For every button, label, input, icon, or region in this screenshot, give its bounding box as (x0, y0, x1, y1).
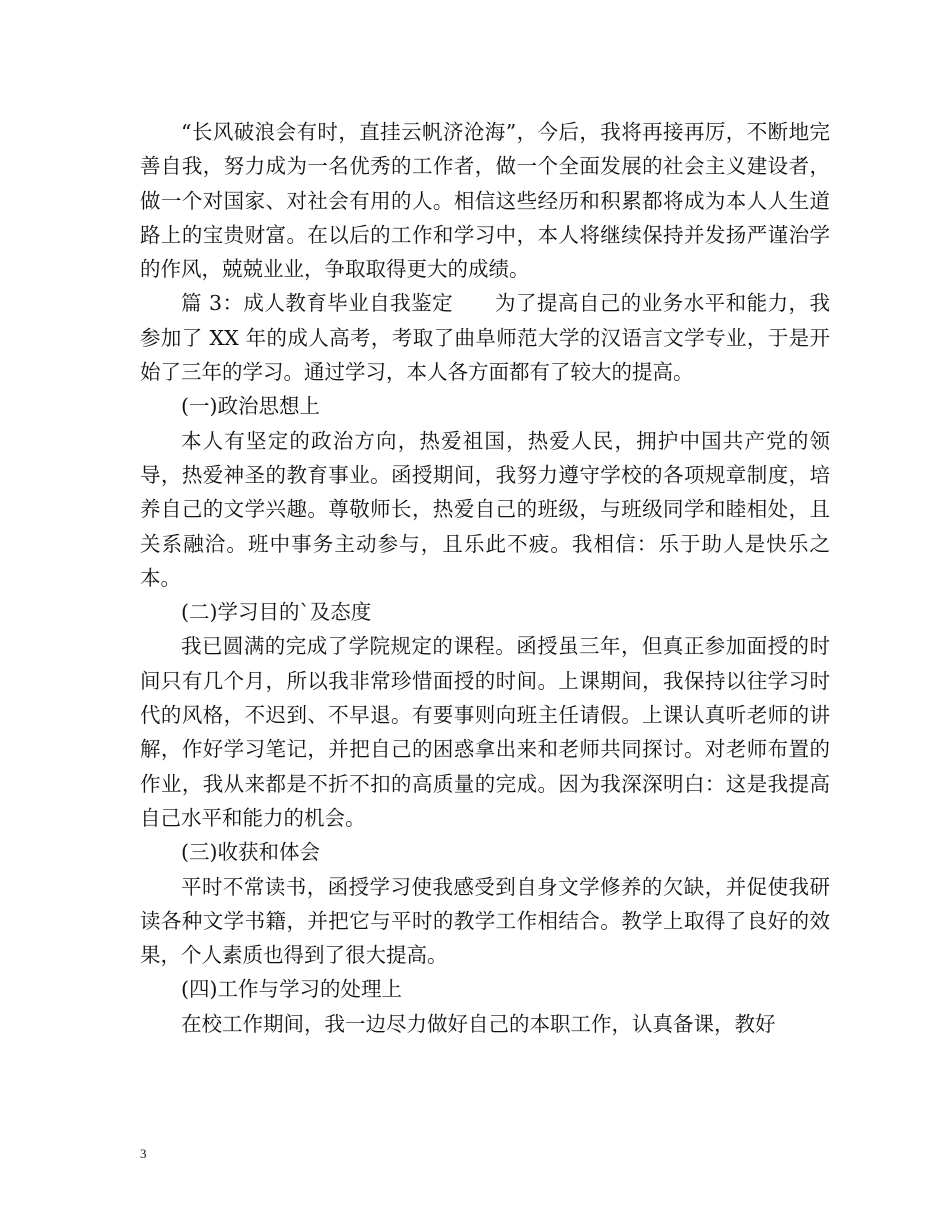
paragraph-study-attitude: 我已圆满的完成了学院规定的课程。函授虽三年，但真正参加面授的时间只有几个月，所以我非常珍惜面授的时间。上课期间，我保持以往学习时代的风格，不迟到、不早退。有要事则向班主任请假。上课认真听老师的讲解，作好学习笔记，并把自己的困惑拿出来和老师共同探讨。对老师布置的作业，我从来都是不折不扣的高质量的完成。因为我深深明白：这是我提高自己水平和能力的机会。 (140, 634, 830, 830)
document-body (140, 115, 830, 1041)
paragraph-gains: 平时不常读书，函授学习使我感受到自身文学修养的欠缺，并促使我研读各种文学书籍，并把它与平时的教学工作相结合。教学上取得了良好的效果，个人素质也得到了很大提高。 (140, 874, 830, 968)
paragraph-political: 本人有坚定的政治方向，热爱祖国，热爱人民，拥护中国共产党的领导，热爱神圣的教育事业。函授期间，我努力遵守学校的各项规章制度，培养自己的文学兴趣。尊敬师长，热爱自己的班级，与班级同学和睦相处，且关系融洽。班中事务主动参与，且乐此不疲。我相信：乐于助人是快乐之本。 (140, 428, 830, 590)
section-heading-gains: (三)收获和体会 (181, 840, 320, 865)
paragraph-closing: “长风破浪会有时，直挂云帆济沧海”，今后，我将再接再厉，不断地完善自我，努力成为一名优秀的工作者，做一个全面发展的社会主义建设者，做一个对国家、对社会有用的人。相信这些经历和积累都将成为本人人生道路上的宝贵财富。在以后的工作和学习中，本人将继续保持并发扬严谨治学的作风，兢兢业业，争取取得更大的成绩。 (140, 120, 830, 282)
paragraph-article-3-intro: 篇 3：成人教育毕业自我鉴定 为了提高自己的业务水平和能力，我参加了 XX 年的成人高考，考取了曲阜师范大学的汉语言文学专业，于是开始了三年的学习。通过学习，本人各方面都有了较大的提高。 (140, 291, 830, 385)
section-heading-work-study: (四)工作与学习的处理上 (181, 977, 402, 1002)
section-heading-study-attitude: (二)学习目的`及态度 (181, 600, 372, 625)
paragraph-work-study: 在校工作期间，我一边尽力做好自己的本职工作，认真备课，教好 (181, 1011, 776, 1036)
section-heading-political: (一)政治思想上 (181, 394, 320, 419)
page-number: 3 (140, 1146, 147, 1161)
